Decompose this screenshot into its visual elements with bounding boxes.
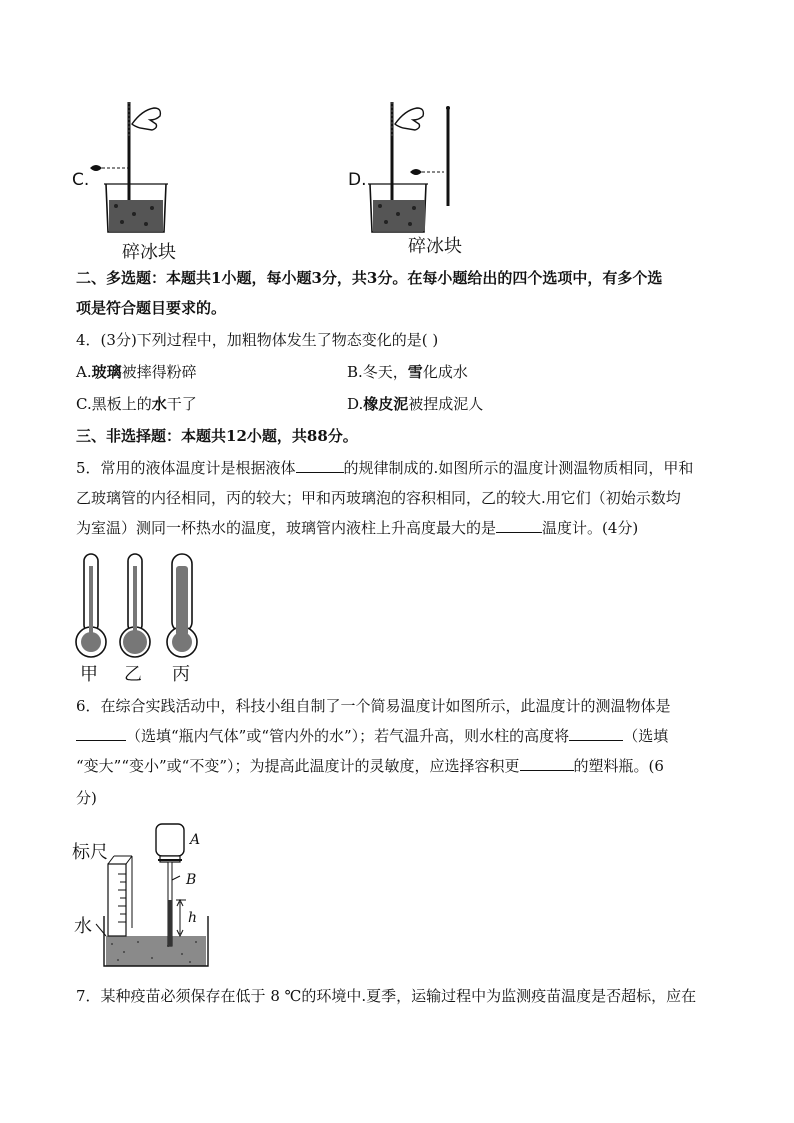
q6-line3-a: “变大”“变小”或“不变”）；为提高此温度计的灵敏度，应选择容积更 [76,757,520,775]
q6-line2-b: （选填 [623,727,669,745]
q4-a-prefix: A. [76,363,92,381]
q4-d-rest: 被捏成泥人 [408,395,484,413]
figure-option-c [86,96,186,236]
therm-label-jia: 甲 [80,664,98,685]
q4-a-bold: 玻璃 [91,363,122,381]
q4-stem: 4．(3分)下列过程中，加粗物体发生了物态变化的是( ) [76,331,439,349]
option-d-label: D. [348,170,367,190]
fig-label-h: h [188,910,198,926]
q5-line3-a: 为室温）测同一杯热水的温度，玻璃管内液柱上升高度最大的是 [76,519,497,537]
q6-line2 [76,726,668,746]
section2-heading-line1: 二、多选题：本题共1小题，每小题3分，共3分。在每小题给出的四个选项中，有多个选 [76,269,663,287]
q4-b-rest: 化成水 [422,363,468,381]
q6-blank-3[interactable] [520,756,574,771]
q4-a-rest: 被摔得粉碎 [121,363,197,381]
section3-heading: 三、非选择题：本题共12小题，共88分。 [76,427,358,445]
section2-heading-line2: 项是符合题目要求的。 [76,299,227,317]
therm-label-bing: 丙 [172,664,190,685]
q5-line2: 乙玻璃管的内径相同，丙的较大；甲和丙玻璃泡的容积相同，乙的较大.用它们（初始示数均 [76,489,681,507]
q5-line1-b: 的规律制成的.如图所示的温度计测温物质相同，甲和 [343,459,694,477]
q4-c-rest: 干了 [166,395,197,413]
q4-c-bold: 水 [151,395,167,413]
q4-b-prefix: B.冬天， [347,363,408,381]
q4-d-bold: 橡皮泥 [363,395,409,413]
q6-blank-1[interactable] [76,726,126,741]
thermometer-yi [120,554,150,657]
q4-b-bold: 雪 [407,363,423,381]
q6-line3 [76,756,664,776]
thermometer-bing [167,554,197,657]
q4-option-b [347,362,468,382]
q5-line3-b: 温度计。(4分) [542,519,639,537]
q5-line1-a: 5．常用的液体温度计是根据液体 [76,459,296,477]
fig-label-water: 水 [74,916,92,937]
option-d-caption: 碎冰块 [408,236,462,257]
q5-blank-1[interactable] [296,458,344,473]
option-c-label: C. [72,170,90,190]
therm-label-yi: 乙 [124,664,142,685]
q6-blank-2[interactable] [569,726,623,741]
q6-line1: 6．在综合实践活动中，科技小组自制了一个简易温度计如图所示，此温度计的测温物体是 [76,697,671,715]
q5-thermometers-figure [70,548,210,662]
option-c-caption: 碎冰块 [122,242,176,263]
q6-line4: 分) [76,789,97,807]
q4-option-c [76,394,197,414]
q4-option-a [76,362,197,382]
q6-line2-a: （选填“瓶内气体”或“管内外的水”）；若气温升高，则水柱的高度将 [126,727,570,745]
q7-line1: 7．某种疫苗必须保存在低于 8 ℃的环境中.夏季，运输过程中为监测疫苗温度是否超标，应在 [76,987,697,1005]
q5-line3 [76,518,638,538]
fig-label-ruler: 标尺 [72,842,108,863]
fig-label-b: B [186,872,197,888]
q4-d-prefix: D. [347,395,364,413]
thermometer-jia [76,554,106,657]
q6-line3-b: 的塑料瓶。(6 [573,757,664,775]
q4-option-d [347,394,483,414]
figure-option-d [362,96,472,236]
q5-blank-2[interactable] [496,518,542,533]
fig-label-a: A [190,832,201,848]
q4-c-prefix: C.黑板上的 [76,395,152,413]
q5-line1 [76,458,693,478]
